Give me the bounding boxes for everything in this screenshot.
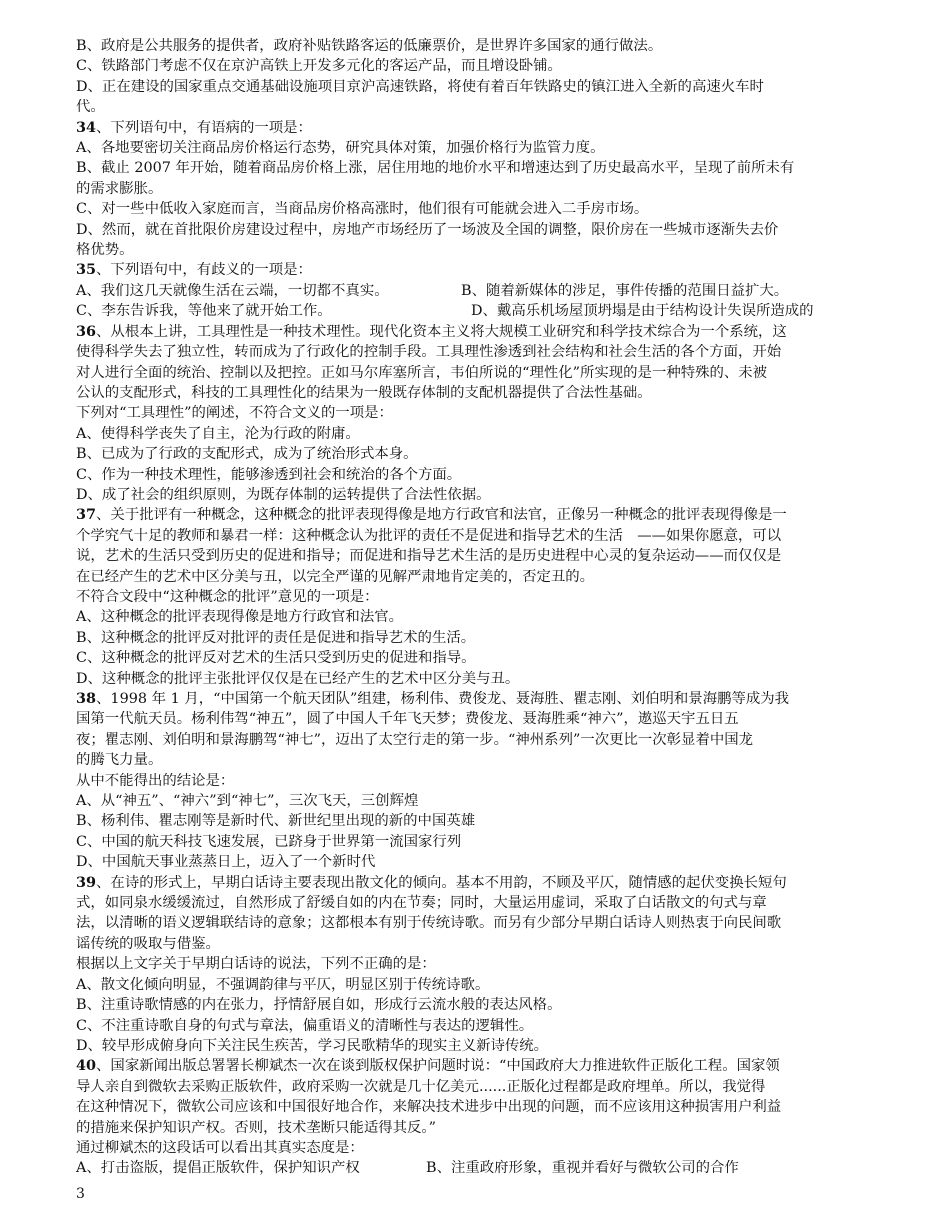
q37-option-d: D、这种概念的批评主张批评仅仅是在已经产生的艺术中区分美与丑。 — [76, 670, 520, 687]
q37-passage-4: 在已经产生的艺术中区分美与丑，以完全严谨的见解严肃地肯定美的，否定丑的。 — [76, 568, 595, 585]
q40-option-a: A、打击盗版，提倡正版软件，保护知识产权 — [76, 1160, 360, 1177]
q34-option-c: C、对一些中低收入家庭而言，当商品房价格高涨时，他们很有可能就会进入二手房市场。 — [76, 201, 649, 218]
q38-question: 从中不能得出的结论是： — [76, 772, 235, 789]
q38-passage-1 — [76, 689, 876, 709]
q39-passage-text-1: 、在诗的形式上，早期白话诗主要表现出散文化的倾向。基本不用韵，不顾及平仄，随情感的起伏变换长短句 — [96, 874, 787, 891]
q36-passage-text-1: 、从根本上讲，工具理性是一种技术理性。现代化资本主义将大规模工业研究和科学技术综合为一个系统，这 — [96, 323, 787, 340]
q39-passage-3: 法，以清晰的语义逻辑联结诗的意象；这都根本有别于传统诗歌。而另有少部分早期白话诗人则热衷于向民间歌 — [76, 915, 782, 932]
q38-number: 38 — [76, 690, 97, 707]
q36-passage-4: 公认的支配形式，科技的工具理性化的结果为一般既存体制的支配机器提供了合法性基础。 — [76, 384, 652, 401]
q36-question: 下列对“工具理性”的阐述，不符合文义的一项是： — [76, 405, 393, 422]
q34-number: 34 — [76, 118, 97, 136]
q40-passage-2: 导人亲自到微软去采购正版软件，政府采购一次就是几十亿美元......正版化过程都是政府埋单。所以，我觉得 — [76, 1078, 766, 1095]
q36-option-b: B、已成为了行政的支配形式，成为了统治形式本身。 — [76, 446, 418, 463]
q40-passage-4: 的措施来保护知识产权。否则，技术垄断只能适得其反。” — [76, 1119, 436, 1136]
q35-stem-text: 、下列语句中，有歧义的一项是： — [96, 262, 312, 279]
q39-passage-2: 式，如同泉水缓缓流过，自然形成了舒缓自如的内在节奏；同时，大量运用虚词，采取了白话散文的句式与章 — [76, 895, 767, 912]
q37-number: 37 — [76, 506, 97, 524]
q35-option-c: C、李东告诉我，等他来了就开始工作。 — [76, 303, 332, 320]
q36-passage-1 — [76, 322, 876, 342]
q38-passage-4: 的腾飞力量。 — [76, 752, 163, 769]
q37-question: 不符合文段中“这种概念的批评”意见的一项是： — [76, 588, 379, 605]
q36-option-c: C、作为一种技术理性，能够渗透到社会和统治的各个方面。 — [76, 466, 462, 483]
q39-passage-1 — [76, 873, 876, 893]
q35-options-cd — [76, 301, 876, 321]
q38-passage-3: 夜；瞿志刚、刘伯明和景海鹏驾“神七”，迈出了太空行走的第一步。“神州系列”一次更比一次彰显着中国龙 — [76, 731, 754, 748]
q33-option-d: D、正在建设的国家重点交通基础设施项目京沪高速铁路，将使有着百年铁路史的镇江进入全新的高速火车时 — [76, 78, 764, 95]
q40-option-b: B、注重政府形象，重视并看好与微软公司的合作 — [426, 1160, 739, 1177]
q35-option-a: A、我们这几天就像生活在云端，一切都不真实。 — [76, 282, 389, 299]
q39-option-c: C、不注重诗歌自身的句式与章法，偏重语义的清晰性与表达的逻辑性。 — [76, 1017, 534, 1034]
q39-option-a: A、散文化倾向明显，不强调韵律与平仄，明显区别于传统诗歌。 — [76, 976, 490, 993]
page-number: 3 — [76, 1186, 85, 1202]
q40-number: 40 — [76, 1057, 97, 1075]
q34-option-b-cont: 的需求膨胀。 — [76, 180, 163, 197]
q37-option-c: C、这种概念的批评反对艺术的生活只受到历史的促进和指导。 — [76, 650, 476, 667]
q34-option-d: D、然而，就在首批限价房建设过程中，房地产市场经历了一场波及全国的调整，限价房在一些城市逐渐失去价 — [76, 221, 779, 238]
q38-option-d: D、中国航天事业蒸蒸日上，迈入了一个新时代 — [76, 854, 376, 871]
q36-option-a: A、使得科学丧失了自主，沦为行政的附庸。 — [76, 425, 360, 442]
q36-number: 36 — [76, 322, 97, 340]
q36-passage-3: 对人进行全面的统治、控制以及把控。正如马尔库塞所言，韦伯所说的“理性化”所实现的是一种特殊的、未被 — [76, 364, 768, 381]
q33-option-b: B、政府是公共服务的提供者，政府补贴铁路客运的低廉票价，是世界许多国家的通行做法。 — [76, 38, 663, 54]
q35-options-ab — [76, 281, 876, 301]
q34-option-d-cont: 格优势。 — [76, 242, 134, 259]
q39-option-d: D、较早形成俯身向下关注民生疾苦，学习民歌精华的现实主义新诗传统。 — [76, 1037, 549, 1054]
q39-passage-4: 谣传统的吸取与借鉴。 — [76, 935, 220, 952]
q39-option-b: B、注重诗歌情感的内在张力，抒情舒展自如，形成行云流水般的表达风格。 — [76, 997, 562, 1014]
q36-passage-2: 使得科学失去了独立性，转而成为了行政化的控制手段。工具理性渗透到社会结构和社会生活的各个方面，开始 — [76, 344, 782, 361]
q38-option-a: A、从“神五”、“神六”到“神七”，三次飞天，三创辉煌 — [76, 793, 419, 810]
q33-option-d-cont: 代。 — [76, 99, 105, 116]
q39-number: 39 — [76, 873, 97, 891]
q35-option-d: D、戴高乐机场屋顶坍塌是由于结构设计失误所造成的 — [471, 303, 814, 320]
q38-option-c: C、中国的航天科技飞速发展，已跻身于世界第一流国家行列 — [76, 833, 462, 850]
q40-passage-3: 在这种情况下，微软公司应该和中国很好地合作，来解决技术进步中出现的问题，而不应该用这种损害用户利益 — [76, 1099, 782, 1116]
q37-passage-1 — [76, 505, 876, 525]
q40-passage-1 — [76, 1056, 876, 1076]
q35-option-b: B、随着新媒体的涉足，事件传播的范围日益扩大。 — [461, 282, 789, 299]
q37-passage-text-1: 、关于批评有一种概念，这种概念的批评表现得像是地方行政官和法官，正像另一种概念的批评表现得像是一 — [96, 507, 787, 524]
q34-stem-text: 、下列语句中，有语病的一项是： — [96, 119, 312, 136]
q37-option-b: B、这种概念的批评反对批评的责任是促进和指导艺术的生活。 — [76, 629, 476, 646]
q34-option-b: B、截止 2007 年开始，随着商品房价格上涨，居住用地的地价水平和增速达到了历史最高水平，呈现了前所未有 — [76, 160, 795, 177]
q33-option-c: C、铁路部门考虑不仅在京沪高铁上开发多元化的客运产品，而且增设卧铺。 — [76, 58, 562, 75]
q40-question: 通过柳斌杰的这段话可以看出其真实态度是： — [76, 1139, 364, 1156]
q37-passage-3: 说，艺术的生活只受到历史的促进和指导；而促进和指导艺术生活的是历史进程中心灵的复杂运动——而仅仅是 — [76, 548, 782, 565]
exam-page — [76, 36, 876, 1179]
q35-stem — [76, 260, 876, 280]
q37-passage-2: 个学究气十足的教师和暴君一样：这种概念认为批评的责任不是促进和指导艺术的生活 ——如果你愿意，可以 — [76, 527, 782, 544]
q36-option-d: D、成了社会的组织原则，为既存体制的运转提供了合法性依据。 — [76, 486, 491, 503]
q38-passage-2: 国第一代航天员。杨利伟驾“神五”，圆了中国人千年飞天梦；费俊龙、聂海胜乘“神六”，遨巡天宇五日五 — [76, 711, 739, 728]
q35-number: 35 — [76, 261, 97, 279]
q40-passage-text-1: 、国家新闻出版总署署长柳斌杰一次在谈到版权保护问题时说：“中国政府大力推进软件正版化工程。国家领 — [96, 1058, 780, 1075]
q38-option-b: B、杨利伟、瞿志刚等是新时代、新世纪里出现的新的中国英雄 — [76, 813, 476, 830]
q39-question: 根据以上文字关于早期白话诗的说法，下列不正确的是： — [76, 956, 436, 973]
q40-options-ab — [76, 1158, 876, 1178]
q38-passage-text-1: 、1998 年 1 月，“中国第一个航天团队”组建，杨利伟、费俊龙、聂海胜、瞿志刚、刘伯明和景海鹏等成为我 — [96, 691, 790, 707]
q34-option-a: A、各地要密切关注商品房价格运行态势，研究具体对策，加强价格行为监管力度。 — [76, 140, 605, 157]
q34-stem — [76, 118, 876, 138]
q37-option-a: A、这种概念的批评表现得像是地方行政官和法官。 — [76, 609, 403, 626]
